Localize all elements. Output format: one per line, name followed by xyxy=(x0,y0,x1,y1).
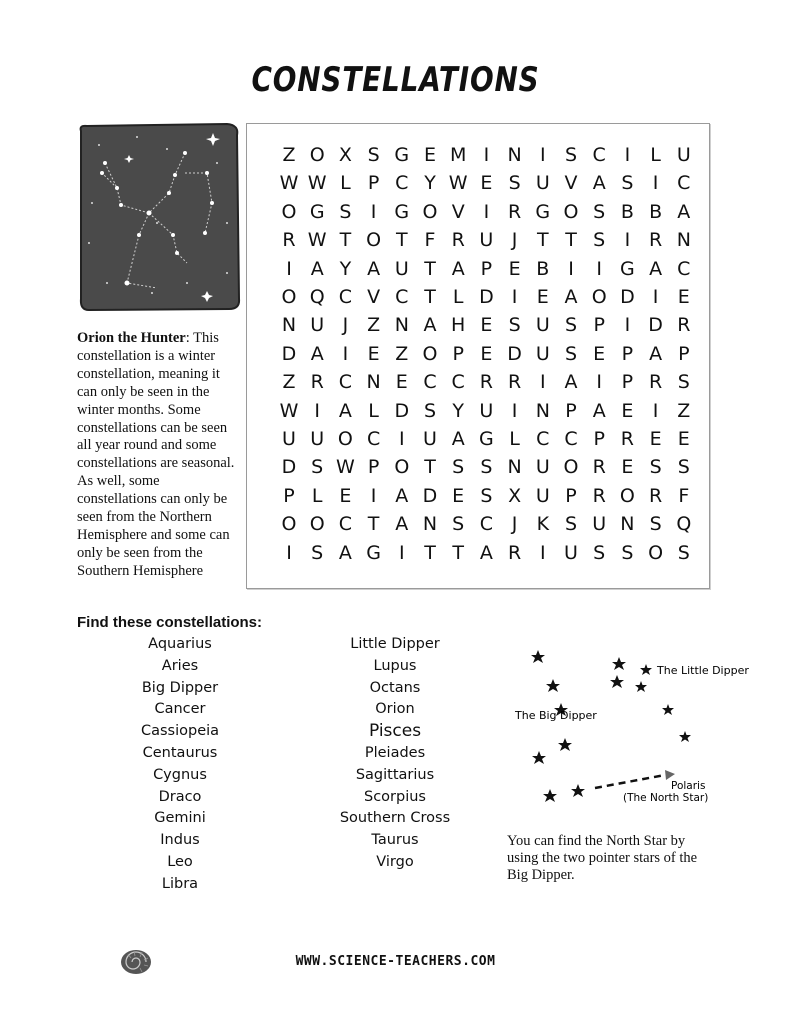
grid-letter: C xyxy=(592,144,606,166)
word-list-item: Libra xyxy=(161,875,199,892)
grid-letter: U xyxy=(535,484,550,507)
word-list-item: Aquarius xyxy=(148,636,212,652)
grid-letter: R xyxy=(592,456,606,479)
star-icon xyxy=(531,650,545,663)
grid-letter: W xyxy=(279,172,299,195)
grid-letter: R xyxy=(648,229,663,252)
grid-letter: V xyxy=(451,200,465,223)
word-list-item: Orion xyxy=(375,701,415,718)
grid-letter: J xyxy=(511,513,518,536)
grid-letter: A xyxy=(451,428,465,450)
grid-letter: O xyxy=(281,200,297,223)
grid-letter: E xyxy=(452,484,465,507)
grid-letter: U xyxy=(479,229,494,252)
grid-row xyxy=(275,343,698,367)
grid-letter: S xyxy=(593,200,606,223)
grid-letter: I xyxy=(539,144,546,166)
grid-row xyxy=(275,542,698,566)
grid-letter: S xyxy=(621,172,634,195)
grid-letter: E xyxy=(395,371,408,394)
grid-letter: I xyxy=(596,371,602,394)
grid-letter: Z xyxy=(395,342,409,365)
word-list-item: Cassiopeia xyxy=(140,723,220,740)
grid-letter: U xyxy=(310,314,325,337)
grid-letter: W xyxy=(448,172,468,195)
grid-row xyxy=(275,428,698,452)
star-icon xyxy=(558,738,572,751)
grid-letter: U xyxy=(676,144,691,166)
grid-letter: N xyxy=(535,399,550,422)
grid-letter: N xyxy=(620,513,635,536)
word-list-item: Draco xyxy=(158,788,202,805)
grid-letter: O xyxy=(281,513,297,536)
grid-letter: I xyxy=(624,144,631,166)
word-list-item: Sagittarius xyxy=(355,766,435,783)
grid-letter: K xyxy=(536,513,550,536)
grid-letter: A xyxy=(395,484,409,507)
grid-letter: O xyxy=(309,513,325,536)
word-list-item: Cygnus xyxy=(153,766,207,783)
grid-letter: S xyxy=(423,399,437,422)
grid-letter: R xyxy=(648,371,663,394)
grid-letter: A xyxy=(592,399,606,422)
page-title: CONSTELLATIONS xyxy=(251,60,540,100)
grid-letter: A xyxy=(338,399,352,422)
grid-letter: E xyxy=(423,144,436,166)
grid-letter: O xyxy=(394,456,410,479)
grid-letter: F xyxy=(424,229,436,252)
grid-letter: A xyxy=(310,257,324,280)
grid-letter: U xyxy=(535,314,550,337)
word-list-item: Aries xyxy=(161,657,199,674)
grid-letter: B xyxy=(620,200,634,223)
word-list-item: Little Dipper xyxy=(350,636,440,652)
grid-letter: O xyxy=(281,286,297,308)
grid-row xyxy=(275,172,698,196)
grid-letter: C xyxy=(677,172,691,195)
grid-letter: P xyxy=(367,172,380,195)
word-list-item: Gemini xyxy=(154,810,206,827)
grid-letter: T xyxy=(424,286,436,308)
grid-letter: R xyxy=(592,484,606,507)
grid-letter: I xyxy=(286,257,292,280)
grid-letter: L xyxy=(452,286,464,308)
grid-letter: G xyxy=(535,200,551,223)
grid-letter: S xyxy=(677,371,690,394)
grid-letter: L xyxy=(340,172,351,195)
grid-letter: N xyxy=(366,371,381,394)
word-list-item: Southern Cross xyxy=(339,810,451,827)
orion-body: : This constellation is a winter constellation, meaning it can only be seen in the winter months. Some constellations can be seen all year round and some constellations are seasonal. As well, some constellations can only be seen from the Northern Hemisphere and some can only be seen from the Southern Hemisphere xyxy=(77,330,235,579)
grid-letter: C xyxy=(338,286,353,308)
grid-letter: C xyxy=(451,371,465,394)
grid-letter: J xyxy=(511,229,518,252)
grid-letter: F xyxy=(678,484,690,507)
grid-letter: C xyxy=(338,371,353,394)
grid-letter: G xyxy=(309,200,325,223)
word-list-column-1 xyxy=(80,634,280,896)
grid-letter: D xyxy=(281,342,297,365)
grid-letter: I xyxy=(624,229,631,252)
grid-letter: C xyxy=(366,428,381,450)
grid-letter: L xyxy=(650,144,661,166)
grid-letter: C xyxy=(423,371,437,394)
word-list-item: Pleiades xyxy=(364,744,426,761)
grid-letter: S xyxy=(480,456,493,479)
grid-letter: U xyxy=(535,342,550,365)
grid-letter: E xyxy=(480,314,493,337)
word-list-item: Big Dipper xyxy=(141,679,219,696)
little-dipper-label: The Little Dipper xyxy=(657,664,749,677)
grid-letter: Y xyxy=(424,172,436,195)
grid-letter: I xyxy=(624,314,631,337)
grid-letter: V xyxy=(564,172,578,195)
word-list-item: Octans xyxy=(369,679,421,696)
word-list-item: Leo xyxy=(167,853,193,870)
grid-letter: X xyxy=(508,484,522,507)
grid-letter: U xyxy=(592,513,607,536)
grid-letter: R xyxy=(620,428,634,450)
grid-letter: S xyxy=(564,342,578,365)
grid-letter: A xyxy=(479,541,493,564)
grid-letter: A xyxy=(423,314,437,337)
grid-letter: S xyxy=(452,513,465,536)
grid-letter: M xyxy=(449,144,467,166)
grid-letter: A xyxy=(677,200,691,223)
grid-letter: X xyxy=(338,144,352,166)
grid-letter: I xyxy=(511,399,518,422)
grid-letter: I xyxy=(652,172,659,195)
grid-letter: Q xyxy=(309,286,325,308)
grid-letter: G xyxy=(620,257,635,280)
grid-letter: I xyxy=(539,541,546,564)
grid-letter: P xyxy=(452,342,464,365)
grid-letter: N xyxy=(281,314,297,337)
grid-letter: E xyxy=(480,172,493,195)
grid-letter: P xyxy=(678,342,690,365)
grid-letter: I xyxy=(652,399,659,422)
star-icon xyxy=(543,789,557,802)
grid-letter: L xyxy=(311,484,323,507)
grid-letter: C xyxy=(395,172,409,195)
word-list-item: Indus xyxy=(160,832,200,849)
grid-letter: I xyxy=(511,286,518,308)
grid-letter: U xyxy=(564,541,578,564)
big-dipper-label: The Big Dipper xyxy=(515,709,597,722)
grid-letter: G xyxy=(366,541,381,564)
grid-letter: O xyxy=(648,541,664,564)
grid-letter: S xyxy=(649,456,662,479)
grid-letter: S xyxy=(339,200,352,223)
grid-letter: Z xyxy=(677,399,691,422)
grid-letter: W xyxy=(279,399,299,422)
grid-letter: N xyxy=(507,144,522,166)
grid-letter: W xyxy=(307,172,327,195)
grid-letter: R xyxy=(507,200,522,223)
grid-row xyxy=(275,400,698,424)
star-icon xyxy=(612,657,626,670)
grid-letter: O xyxy=(309,144,325,166)
star-icon xyxy=(610,675,624,688)
grid-letter: S xyxy=(480,484,493,507)
grid-letter: O xyxy=(591,286,607,308)
word-list-item: Virgo xyxy=(376,853,414,870)
star-icon xyxy=(662,704,674,715)
grid-letter: P xyxy=(565,399,577,422)
polaris-label: Polaris xyxy=(671,780,706,792)
grid-letter: S xyxy=(593,541,606,564)
grid-letter: R xyxy=(677,314,691,337)
word-list-column-2 xyxy=(295,634,495,874)
grid-letter: D xyxy=(507,342,522,365)
grid-row xyxy=(275,456,698,480)
grid-letter: D xyxy=(620,286,635,308)
word-list-item: Scorpius xyxy=(364,788,426,805)
grid-letter: I xyxy=(398,428,405,450)
grid-letter: P xyxy=(565,484,577,507)
grid-letter: Y xyxy=(339,257,352,280)
grid-letter: A xyxy=(649,257,663,280)
north-star-note: You can find the North Star by using the two pointer stars of the Big Dipper. xyxy=(507,833,698,883)
grid-letter: I xyxy=(652,286,659,308)
grid-letter: S xyxy=(564,314,578,337)
grid-letter: D xyxy=(479,286,494,308)
grid-letter: I xyxy=(483,200,490,223)
grid-letter: S xyxy=(311,541,324,564)
grid-letter: U xyxy=(479,399,494,422)
star-icon xyxy=(571,784,585,797)
grid-letter: A xyxy=(367,257,381,280)
grid-letter: R xyxy=(310,371,324,394)
grid-letter: E xyxy=(536,286,549,308)
grid-letter: U xyxy=(423,428,437,450)
grid-letter: A xyxy=(338,541,352,564)
grid-letter: L xyxy=(509,428,520,450)
grid-letter: T xyxy=(395,229,408,252)
grid-letter: D xyxy=(281,456,297,479)
footer-url: WWW.SCIENCE-TEACHERS.COM xyxy=(295,954,496,969)
grid-row xyxy=(275,286,698,310)
grid-letter: N xyxy=(422,513,438,536)
grid-letter: P xyxy=(367,456,380,479)
grid-letter: R xyxy=(451,229,465,252)
grid-letter: S xyxy=(564,144,578,166)
grid-letter: G xyxy=(394,200,410,223)
grid-letter: A xyxy=(564,371,578,394)
grid-letter: I xyxy=(314,399,320,422)
grid-letter: W xyxy=(307,229,327,252)
find-label: Find these constellations: xyxy=(77,614,263,631)
grid-letter: S xyxy=(367,144,380,166)
grid-letter: I xyxy=(398,541,405,564)
grid-letter: A xyxy=(592,172,606,195)
grid-letter: O xyxy=(563,200,579,223)
grid-letter: D xyxy=(648,314,663,337)
grid-letter: R xyxy=(648,484,663,507)
grid-letter: U xyxy=(535,172,550,195)
grid-letter: P xyxy=(621,342,634,365)
grid-letter: U xyxy=(310,428,325,450)
grid-row xyxy=(275,144,698,168)
grid-letter: S xyxy=(621,541,634,564)
grid-letter: I xyxy=(568,257,574,280)
north-star-label: (The North Star) xyxy=(623,792,709,804)
grid-letter: O xyxy=(422,342,438,365)
grid-letter: Z xyxy=(282,371,296,394)
grid-letter: N xyxy=(394,314,409,337)
grid-letter: B xyxy=(649,200,663,223)
orion-heading: Orion the Hunter xyxy=(77,330,186,346)
grid-letter: S xyxy=(508,314,521,337)
grid-letter: A xyxy=(564,286,578,308)
grid-letter: C xyxy=(536,428,550,450)
big-dipper-diagram xyxy=(505,645,749,810)
grid-letter: Y xyxy=(452,399,464,422)
word-list-item: Pisces xyxy=(368,721,422,742)
grid-letter: P xyxy=(593,314,605,337)
star-icon xyxy=(640,664,652,675)
grid-letter: N xyxy=(676,229,691,252)
grid-letter: E xyxy=(480,342,493,365)
grid-letter: E xyxy=(677,428,690,450)
star-icon xyxy=(635,681,647,692)
word-list-item: Lupus xyxy=(373,657,417,674)
grid-letter: R xyxy=(507,541,522,564)
grid-letter: O xyxy=(563,456,579,479)
grid-letter: S xyxy=(564,513,578,536)
grid-letter: A xyxy=(310,342,324,365)
grid-letter: C xyxy=(677,257,691,280)
grid-letter: S xyxy=(452,456,465,479)
grid-letter: Q xyxy=(676,513,692,536)
orion-description xyxy=(77,330,242,581)
grid-letter: I xyxy=(539,371,546,394)
grid-letter: S xyxy=(311,456,324,479)
grid-letter: T xyxy=(424,257,436,280)
grid-letter: A xyxy=(395,513,409,536)
grid-letter: Z xyxy=(367,314,381,337)
grid-row xyxy=(275,229,698,253)
grid-letter: B xyxy=(536,257,550,280)
grid-letter: Z xyxy=(282,144,296,166)
grid-letter: T xyxy=(536,229,549,252)
grid-letter: G xyxy=(479,428,494,450)
grid-letter: I xyxy=(370,484,377,507)
grid-letter: S xyxy=(677,456,690,479)
grid-letter: L xyxy=(368,399,379,422)
star-icon xyxy=(532,751,546,764)
grid-letter: D xyxy=(394,399,410,422)
grid-letter: E xyxy=(649,428,662,450)
grid-letter: I xyxy=(286,541,292,564)
grid-letter: T xyxy=(565,229,577,252)
grid-letter: T xyxy=(367,513,380,536)
grid-letter: S xyxy=(593,229,606,252)
star-icon xyxy=(679,731,691,742)
word-search-grid xyxy=(246,123,710,589)
grid-letter: E xyxy=(621,456,634,479)
grid-letter: I xyxy=(483,144,490,166)
grid-letter: O xyxy=(337,428,353,450)
grid-letter: P xyxy=(283,484,295,507)
grid-letter: C xyxy=(395,286,409,308)
grid-letter: S xyxy=(649,513,662,536)
grid-letter: C xyxy=(338,513,353,536)
grid-letter: R xyxy=(507,371,522,394)
grid-letter: E xyxy=(367,342,380,365)
grid-letter: A xyxy=(451,257,465,280)
grid-row xyxy=(275,258,698,282)
grid-letter: C xyxy=(564,428,578,450)
grid-letter: O xyxy=(366,229,382,252)
grid-letter: E xyxy=(677,286,690,308)
grid-letter: U xyxy=(535,456,550,479)
grid-letter: J xyxy=(342,314,349,337)
orion-constellation-illustration xyxy=(77,123,241,311)
grid-letter: G xyxy=(394,144,410,166)
grid-letter: U xyxy=(394,257,409,280)
grid-row xyxy=(275,314,698,338)
grid-letter: E xyxy=(593,342,606,365)
grid-letter: S xyxy=(677,541,690,564)
grid-letter: T xyxy=(452,541,464,564)
grid-letter: O xyxy=(422,200,438,223)
grid-letter: T xyxy=(424,456,436,479)
grid-letter: T xyxy=(339,229,352,252)
grid-row xyxy=(275,513,698,537)
grid-letter: P xyxy=(621,371,634,394)
grid-letter: I xyxy=(596,257,602,280)
grid-letter: A xyxy=(649,342,663,365)
grid-letter: T xyxy=(424,541,436,564)
grid-letter: E xyxy=(508,257,521,280)
word-list-item: Centaurus xyxy=(142,744,218,761)
grid-letter: R xyxy=(282,229,296,252)
word-list-item: Taurus xyxy=(371,832,419,849)
grid-letter: I xyxy=(342,342,349,365)
grid-letter: H xyxy=(451,314,466,337)
grid-letter: P xyxy=(593,428,605,450)
grid-letter: I xyxy=(370,200,377,223)
grid-letter: S xyxy=(508,172,521,195)
grid-letter: V xyxy=(367,286,381,308)
grid-letter: N xyxy=(507,456,522,479)
grid-letter: E xyxy=(621,399,634,422)
grid-letter: R xyxy=(479,371,493,394)
grid-letter: E xyxy=(339,484,352,507)
grid-letter: D xyxy=(422,484,438,507)
grid-letter: W xyxy=(335,456,355,479)
arrow-head-icon xyxy=(665,770,675,780)
grid-letter: O xyxy=(619,484,635,507)
grid-row xyxy=(275,371,698,395)
grid-letter: P xyxy=(480,257,493,280)
word-list-item: Cancer xyxy=(154,701,206,718)
grid-row xyxy=(275,485,698,509)
grid-letter: U xyxy=(282,428,296,450)
grid-row xyxy=(275,201,698,225)
star-icon xyxy=(546,679,560,692)
grid-letter: C xyxy=(479,513,494,536)
